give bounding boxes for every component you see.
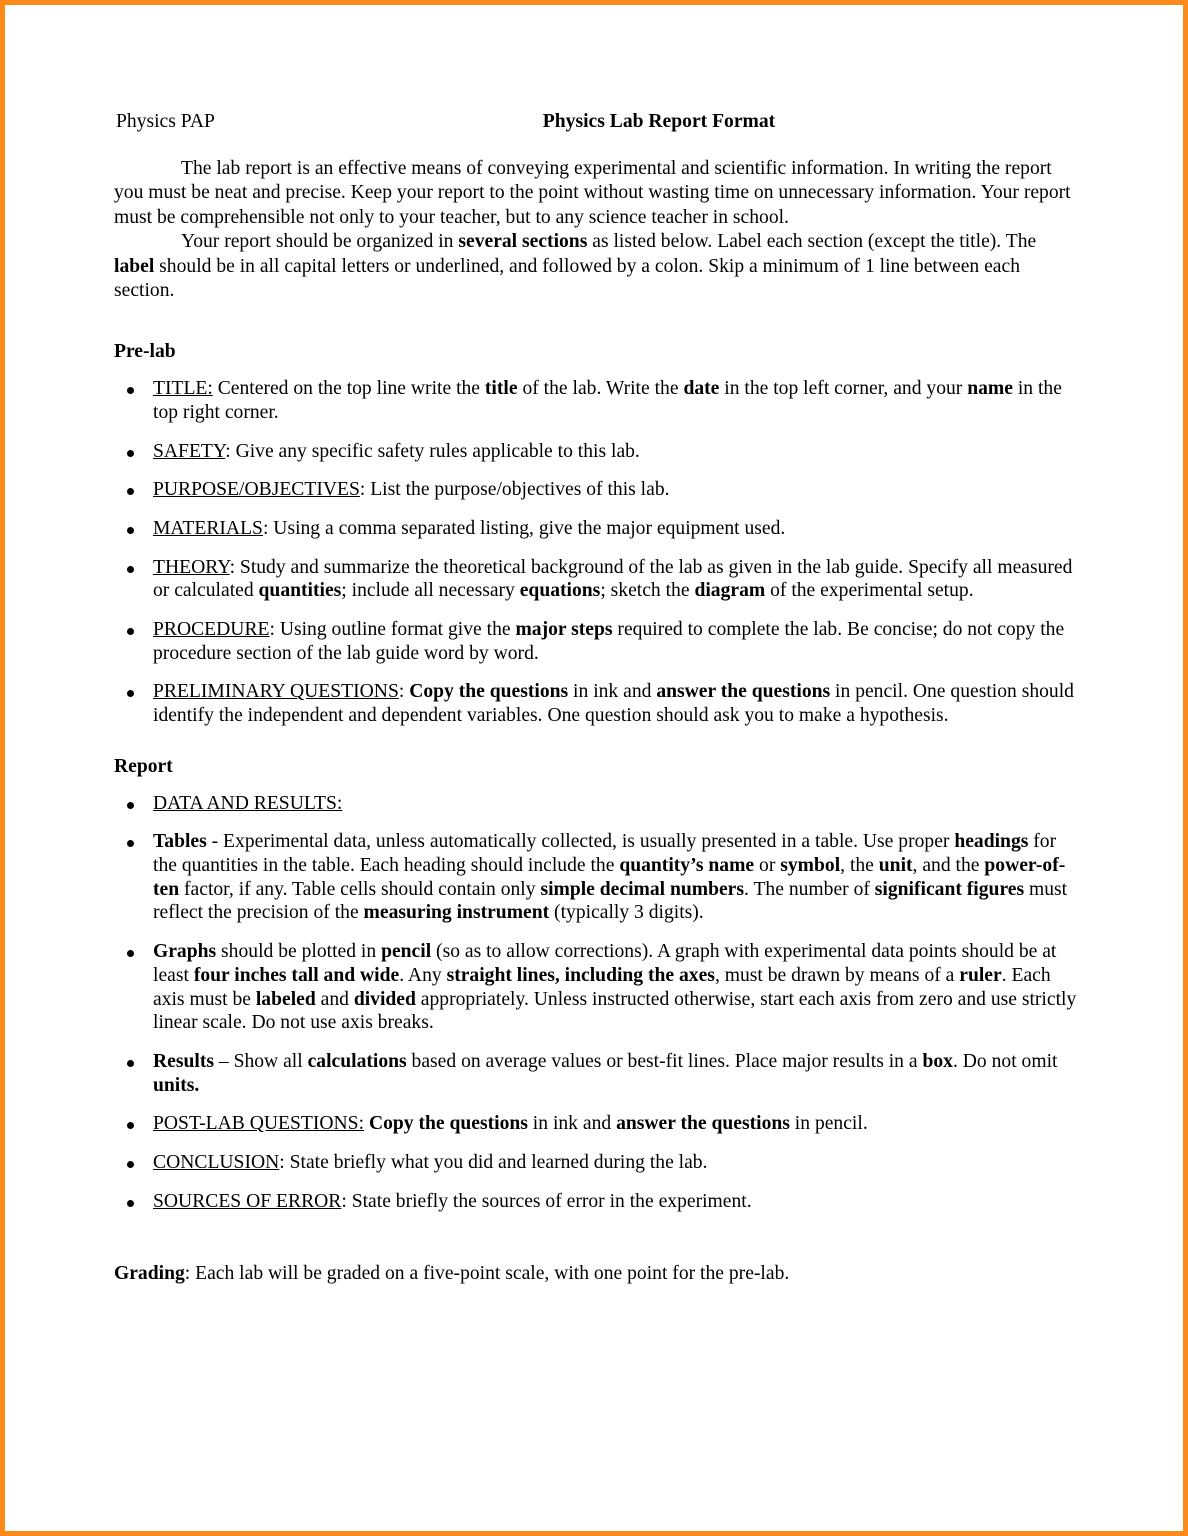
emphasis-text: ruler <box>959 964 1002 986</box>
body-text: or <box>754 855 781 877</box>
emphasis-text: headings <box>954 831 1029 853</box>
body-text: : State briefly the sources of error in the experiment. <box>341 1190 752 1212</box>
list-item-label: TITLE: <box>153 378 213 400</box>
list-item <box>112 940 1078 1035</box>
body-text: in ink and <box>568 681 657 703</box>
body-text: (so as to allow corrections). A graph with experimental data points should be at least <box>153 941 1057 986</box>
body-text: of the experimental setup. <box>765 580 974 602</box>
body-text: : Using a comma separated listing, give the major equipment used. <box>262 517 786 539</box>
body-text: ; sketch the <box>600 580 695 602</box>
body-text: : <box>398 681 410 703</box>
spacer <box>112 303 1078 340</box>
body-text: appropriately. Unless instructed otherwise, start each axis from zero and use strictly linear scale. Do not use axis breaks. <box>153 988 1077 1034</box>
list-item <box>112 830 1078 925</box>
list-item <box>112 440 1078 464</box>
list-item <box>112 517 1078 541</box>
emphasis-text: pencil <box>381 941 432 963</box>
list-item-label: POST-LAB QUESTIONS: <box>153 1113 365 1135</box>
section-heading-report: Report <box>114 755 173 777</box>
document-header <box>112 110 1078 144</box>
list-item-label: PRELIMINARY QUESTIONS <box>153 681 399 703</box>
intro-p2-text-3: should be in all capital letters or underlined, and followed by a colon. Skip a minimum of 1 line between each section. <box>114 255 1020 301</box>
body-text: . Any <box>399 964 447 986</box>
body-text: (typically 3 digits). <box>549 902 704 924</box>
emphasis-text: quantities <box>258 580 342 602</box>
emphasis-text: date <box>683 378 720 400</box>
body-text: of the lab. Write the <box>517 378 684 400</box>
list-item-label: SAFETY <box>153 440 226 462</box>
list-item-label: DATA AND RESULTS: <box>153 792 343 814</box>
body-text: : Give any specific safety rules applicable to this lab. <box>225 440 640 462</box>
body-text: and <box>315 988 354 1010</box>
body-text: . The number of <box>744 878 875 900</box>
body-text: Centered on the top line write the <box>212 378 485 400</box>
emphasis-text: major steps <box>515 619 613 641</box>
body-text: factor, if any. Table cells should contain only <box>179 878 541 900</box>
body-text: in pencil. One question should identify the independent and dependent variables. One question should ask you to make a hypothesis. <box>153 681 1074 727</box>
body-text: should be plotted in <box>216 941 382 963</box>
emphasis-text: symbol <box>780 855 841 877</box>
grading-label: Grading <box>114 1262 185 1284</box>
spacer <box>112 364 1078 377</box>
emphasis-text: diagram <box>694 580 766 602</box>
intro-paragraph-1 <box>112 157 1078 230</box>
emphasis-text: unit <box>878 855 913 877</box>
body-text: for the quantities in the table. Each heading should include the <box>153 831 1057 877</box>
list-item <box>112 1151 1078 1175</box>
grading-text: : Each lab will be graded on a five-point scale, with one point for the pre-lab. <box>184 1262 790 1284</box>
grading-line <box>112 1262 1078 1286</box>
section-heading-prelab: Pre-lab <box>114 341 176 363</box>
emphasis-text: divided <box>353 988 416 1010</box>
prelab-list <box>112 377 1078 728</box>
intro-paragraph-2 <box>112 230 1078 303</box>
body-text: . Each axis must be <box>153 964 1051 1010</box>
body-text: must reflect the precision of the <box>153 878 1068 924</box>
body-text: - Experimental data, unless automatically collected, is usually presented in a table. Use proper <box>206 831 955 853</box>
body-text: ; include all necessary <box>341 580 520 602</box>
intro-p2-text-2: as listed below. Label each section (except the title). The <box>587 231 1037 253</box>
emphasis-text: Copy the questions <box>409 681 569 703</box>
emphasis-text: quantity’s name <box>619 855 755 877</box>
list-item-label: MATERIALS <box>153 517 263 539</box>
spacer <box>112 779 1078 792</box>
emphasis-text: title <box>484 378 518 400</box>
list-item-label: PURPOSE/OBJECTIVES <box>153 479 360 501</box>
body-text: required to complete the lab. Be concise; do not copy the procedure section of the lab guide word by word. <box>153 619 1065 664</box>
page-title: Physics Lab Report Format <box>542 111 776 132</box>
list-item <box>112 792 1078 816</box>
report-list <box>112 792 1078 1214</box>
document-body <box>112 110 1078 1285</box>
intro-paragraph-1-text: The lab report is an effective means of conveying experimental and scientific information. In writing the report you must be neat and precise. Keep your report to the point without wasting time on unnecessary information. Your report must be comprehensible not only to your teacher, but to any science teacher in school. <box>114 158 1071 228</box>
emphasis-text: straight lines, including the axes <box>446 964 715 986</box>
emphasis-text: measuring instrument <box>363 902 550 924</box>
emphasis-text: power-of-ten <box>153 855 1066 900</box>
list-item-label: THEORY <box>153 556 230 578</box>
emphasis-text: answer the questions <box>656 681 831 703</box>
body-text: , and the <box>912 855 985 877</box>
list-item-label: Results <box>153 1051 214 1072</box>
body-text: : State briefly what you did and learned during the lab. <box>279 1152 708 1174</box>
body-text: , the <box>840 855 879 877</box>
spacer <box>112 1214 1078 1262</box>
intro-p2-text-1: Your report should be organized in <box>181 231 459 253</box>
emphasis-text: four inches tall and wide <box>193 964 400 986</box>
emphasis-text: answer the questions <box>616 1113 790 1135</box>
emphasis-text: equations <box>519 580 601 602</box>
emphasis-text: calculations <box>307 1051 407 1072</box>
list-item <box>112 377 1078 424</box>
body-text: , must be drawn by means of a <box>714 964 960 986</box>
list-item-label: CONCLUSION <box>153 1152 280 1174</box>
list-item <box>112 1190 1078 1214</box>
course-label: Physics PAP <box>116 111 215 132</box>
emphasis-text: simple decimal numbers <box>540 878 745 900</box>
body-text: in the top right corner. <box>153 378 1062 423</box>
list-item-label: SOURCES OF ERROR <box>153 1190 342 1212</box>
list-item <box>112 618 1078 665</box>
list-item <box>112 556 1078 603</box>
emphasis-text: units. <box>153 1074 200 1096</box>
list-item-label: Graphs <box>153 941 217 963</box>
list-item <box>112 1112 1078 1136</box>
list-item-label: Tables <box>153 831 207 853</box>
emphasis-text: name <box>967 378 1013 400</box>
intro-p2-bold-2: label <box>114 255 155 277</box>
list-item <box>112 680 1078 727</box>
emphasis-text: box <box>922 1051 953 1072</box>
body-text: based on average values or best-fit lines. Place major results in a <box>406 1051 923 1072</box>
body-text: in the top left corner, and your <box>719 378 968 400</box>
body-text: : List the purpose/objectives of this lab. <box>359 479 670 501</box>
body-text: in ink and <box>527 1113 617 1135</box>
body-text: in pencil. <box>789 1113 868 1135</box>
emphasis-text: labeled <box>255 988 316 1010</box>
list-item <box>112 478 1078 502</box>
emphasis-text: significant figures <box>874 878 1025 900</box>
spacer <box>112 728 1078 755</box>
body-text: . Do not omit <box>952 1051 1058 1072</box>
intro-p2-bold-1: several sections <box>458 231 588 253</box>
emphasis-text: Copy the questions <box>368 1113 528 1135</box>
list-item-label: PROCEDURE <box>153 619 270 641</box>
body-text: : Using outline format give the <box>269 619 516 641</box>
body-text: : Study and summarize the theoretical background of the lab as given in the lab guide. Specify all measured or calculated <box>153 556 1073 602</box>
list-item <box>112 1050 1078 1097</box>
body-text: – Show all <box>213 1051 308 1072</box>
